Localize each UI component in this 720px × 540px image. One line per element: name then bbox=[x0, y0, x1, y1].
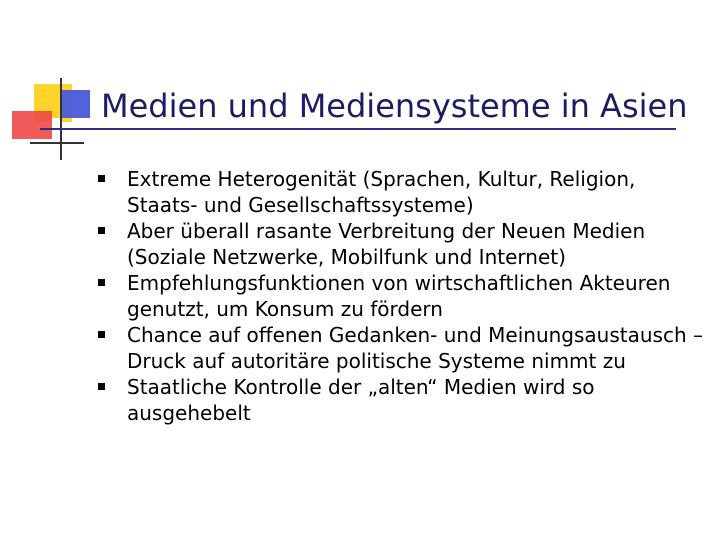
bullet-text: Chance auf offenen Gedanken- und Meinungsaustausch – Druck auf autoritäre politische Systeme nimmt zu bbox=[127, 323, 703, 373]
square-bullet-icon bbox=[96, 166, 127, 192]
bullet-list bbox=[96, 166, 706, 426]
corner-squares-logo bbox=[0, 0, 110, 170]
bullet-text: Extreme Heterogenität (Sprachen, Kultur, Religion, Staats- und Gesellschaftssysteme) bbox=[127, 167, 636, 217]
logo-blue-square bbox=[60, 90, 90, 118]
bullet-text: Staatliche Kontrolle der „alten“ Medien wird so ausgehebelt bbox=[127, 375, 595, 425]
slide-title: Medien und Mediensysteme in Asien bbox=[101, 87, 688, 125]
bullet-text: Empfehlungsfunktionen von wirtschaftlichen Akteuren genutzt, um Konsum zu fördern bbox=[127, 271, 671, 321]
square-bullet-icon bbox=[96, 218, 127, 244]
list-item bbox=[96, 218, 706, 270]
list-item bbox=[96, 374, 706, 426]
logo-red-square bbox=[12, 111, 52, 139]
square-bullet-icon bbox=[96, 322, 127, 348]
logo-vertical-line bbox=[60, 78, 62, 160]
bullet-text: Aber überall rasante Verbreitung der Neuen Medien (Soziale Netzwerke, Mobilfunk und Internet) bbox=[127, 219, 646, 269]
list-item bbox=[96, 270, 706, 322]
logo-horizontal-line bbox=[30, 142, 84, 144]
list-item bbox=[96, 166, 706, 218]
list-item bbox=[96, 322, 706, 374]
title-underline bbox=[40, 128, 676, 130]
square-bullet-icon bbox=[96, 270, 127, 296]
square-bullet-icon bbox=[96, 374, 127, 400]
